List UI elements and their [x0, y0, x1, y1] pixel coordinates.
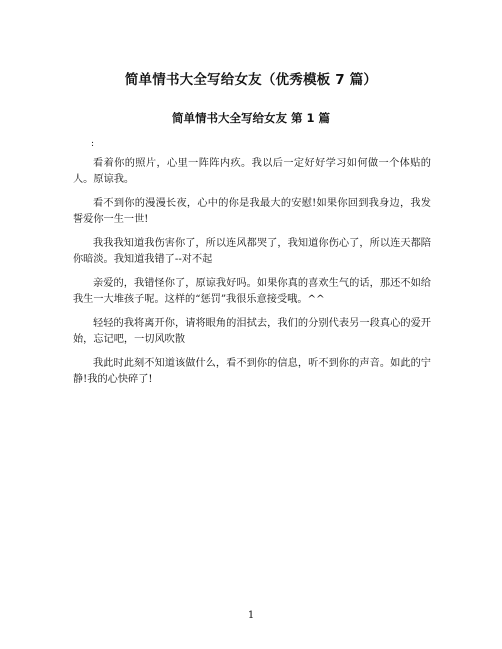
colon-mark: : — [91, 139, 95, 149]
page-number: 1 — [247, 610, 255, 621]
paragraph: 看不到你的漫漫长夜，心中的你是我最大的安慰!如果你回到我身边，我发誓爱你一生一世! — [73, 198, 431, 225]
paragraph: 轻轻的我将离开你，请将眼角的泪拭去，我们的分别代表另一段真心的爱开始，忘记吧，一切风吹散 — [73, 318, 431, 345]
page-title: 简单情书大全写给女友（优秀模板 7 篇） — [124, 72, 378, 88]
paragraph: 我此时此刻不知道该做什么，看不到你的信息，听不到你的声音。如此的宁静!我的心快碎了! — [73, 358, 431, 385]
paragraph: 亲爱的，我错怪你了，原谅我好吗。如果你真的喜欢生气的话，那还不如给我生一大堆孩子呢。这样的“惩罚”我很乐意接受哦。^^ — [73, 278, 431, 305]
paragraph: 我我我知道我伤害你了，所以连风都哭了，我知道你伤心了，所以连天都陪你暗淡。我知道我错了--对不起 — [73, 238, 431, 265]
paragraph: 看着你的照片，心里一阵阵内疚。我以后一定好好学习如何做一个体贴的人。原谅我。 — [73, 158, 431, 185]
body-text — [73, 156, 431, 396]
section-title: 简单情书大全写给女友 第 1 篇 — [171, 111, 330, 125]
